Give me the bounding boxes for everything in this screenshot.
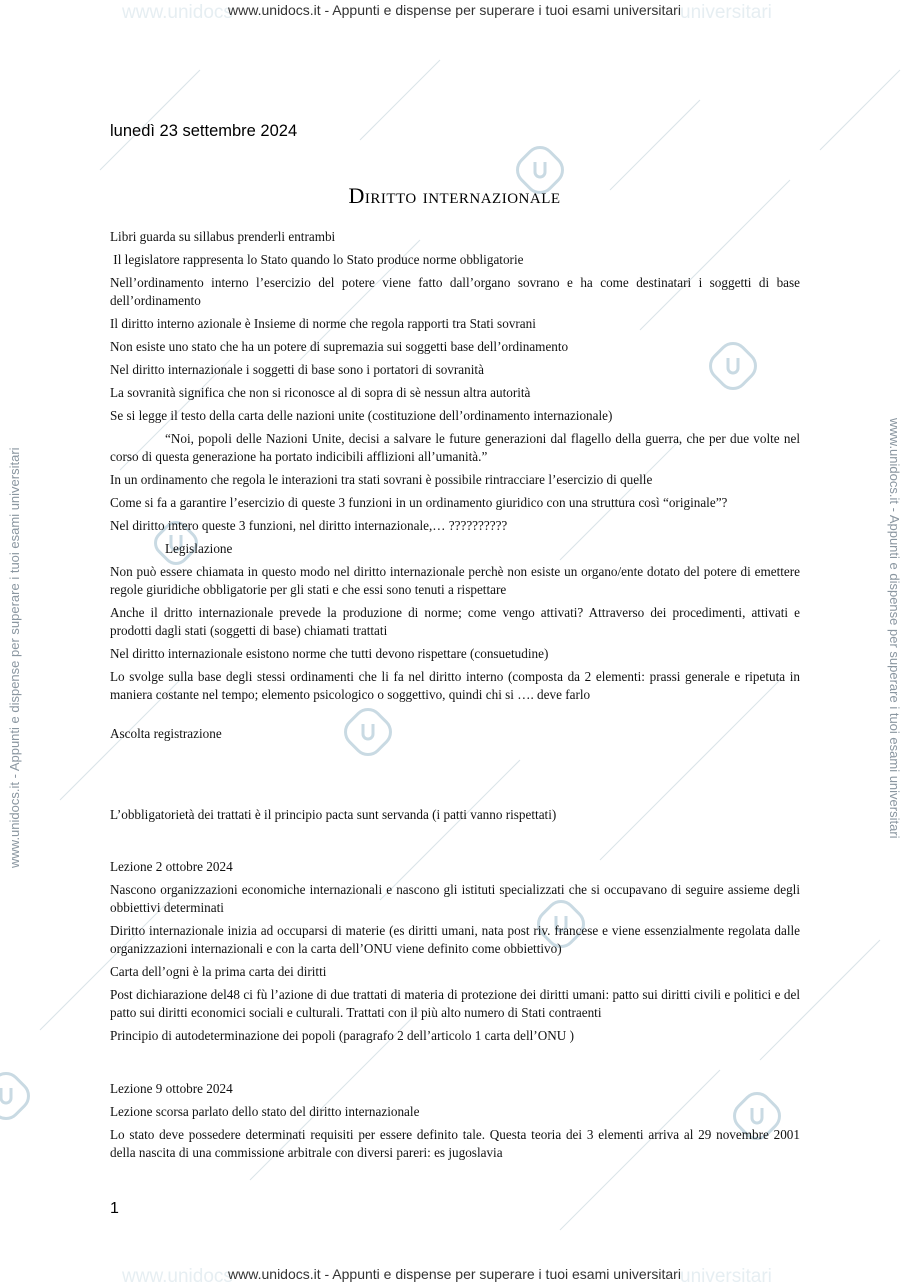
paragraph: In un ordinamento che regola le interazioni tra stati sovrani è possibile rintracciare l’esercizio di quelle (110, 472, 653, 487)
paragraph: Libri guarda su sillabus prenderli entrambi (110, 229, 336, 244)
paragraph: Lo stato deve possedere determinati requisiti per essere definito tale. Questa teoria dei 3 elementi arriva al 29 novembre 2001 della nascita di una commissione arbitrale con diversi pareri: es jugoslavia (110, 1127, 800, 1160)
watermark-header: www.unidocs.it - Appunti e dispense per superare i tuoi esami universitari (228, 2, 681, 18)
paragraph: Nell’ordinamento interno l’esercizio del potere viene fatto dall’organo sovrano e ha come destinatari i soggetti di base dell’ordinamento (110, 275, 800, 308)
watermark-ghost-right: universitari (680, 2, 772, 23)
paragraph: Lo svolge sulla base degli stessi ordinamenti che li fa nel diritto interno (composta da 2 elementi: prassi generale e ripetuta in maniera costante nel tempo; elemento psicologico o soggettivo, quindi chi si …. deve farlo (110, 669, 800, 702)
document-date: lunedì 23 settembre 2024 (110, 122, 298, 140)
paragraph: Principio di autodeterminazione dei popoli (paragrafo 2 dell’articolo 1 carta dell’ONU ) (110, 1028, 574, 1043)
paragraph: Diritto internazionale inizia ad occuparsi di materie (es diritti umani, nata post riv. francese e viene essenzialmente regolata dalle organizzazioni internazionali e con la carta dell’ONU viene definito come obbiettivo) (110, 923, 800, 956)
paragraph: Come si fa a garantire l’esercizio di queste 3 funzioni in un ordinamento giuridico con una struttura così “originale”? (110, 495, 728, 510)
lesson-heading: Lezione 9 ottobre 2024 (110, 1081, 233, 1096)
watermark-ghost-left-bottom: www.unidocs (122, 1266, 233, 1287)
watermark-ghost-right-bottom: universitari (680, 1266, 772, 1287)
paragraph: Il legislatore rappresenta lo Stato quando lo Stato produce norme obbligatorie (110, 252, 524, 267)
paragraph: Se si legge il testo della carta delle nazioni unite (costituzione dell’ordinamento internazionale) (110, 408, 613, 423)
watermark-side-left: www.unidocs.it - Appunti e dispense per superare i tuoi esami universitari (7, 447, 22, 868)
document-body (110, 228, 800, 1167)
paragraph: Non può essere chiamata in questo modo nel diritto internazionale perchè non esiste un organo/ente dotato del potere di emettere regole giuridiche obbligatorie per gli stati e che essi sono tenuti a rispettare (110, 564, 800, 597)
section-label: Legislazione (165, 541, 233, 556)
paragraph: Il diritto interno azionale è Insieme di norme che regola rapporti tra Stati sovrani (110, 316, 536, 331)
paragraph: Nel diritto internazionale i soggetti di base sono i portatori di sovranità (110, 362, 484, 377)
paragraph: Lezione scorsa parlato dello stato del diritto internazionale (110, 1104, 420, 1119)
paragraph: Non esiste uno stato che ha un potere di supremazia sui soggetti base dell’ordinamento (110, 339, 569, 354)
watermark-side-right: www.unidocs.it - Appunti e dispense per superare i tuoi esami universitari (887, 418, 902, 839)
watermark-footer: www.unidocs.it - Appunti e dispense per superare i tuoi esami universitari (228, 1266, 681, 1282)
paragraph: L’obbligatorietà dei trattati è il principio pacta sunt servanda (i patti vanno rispettati) (110, 807, 557, 822)
lesson-heading: Lezione 2 ottobre 2024 (110, 859, 233, 874)
paragraph: Nel diritto internazionale esistono norme che tutti devono rispettare (consuetudine) (110, 646, 549, 661)
paragraph: Nel diritto intero queste 3 funzioni, nel diritto internazionale,… ?????????? (110, 518, 508, 533)
quote-paragraph: “Noi, popoli delle Nazioni Unite, decisi a salvare le future generazioni dal flagello della guerra, che per due volte nel corso di questa generazione ha portato indicibili afflizioni all’umanità.” (110, 431, 800, 464)
paragraph: Carta dell’ogni è la prima carta dei diritti (110, 964, 327, 979)
paragraph: La sovranità significa che non si riconosce al di sopra di sè nessun altra autorità (110, 385, 531, 400)
paragraph: Ascolta registrazione (110, 726, 222, 741)
watermark-ghost-left: www.unidocs (122, 2, 233, 23)
paragraph: Anche il dritto internazionale prevede la produzione di norme; come vengo attivati? Attraverso dei procedimenti, attivati e prodotti dagli stati (soggetti di base) chiamati trattati (110, 605, 800, 638)
page-number: 1 (110, 1200, 119, 1217)
document-title: Diritto internazionale (348, 183, 561, 208)
paragraph: Post dichiarazione del48 ci fù l’azione di due trattati di materia di protezione dei diritti umani: patto sui diritti civili e politici e del patto sui diritti economici sociali e culturali. Trattati con il più alto numero di Stati contraenti (110, 987, 800, 1020)
paragraph: Nascono organizzazioni economiche internazionali e nascono gli istituti specializzati che si occupavano di seguire assieme degli obbiettivi determinati (110, 882, 800, 915)
